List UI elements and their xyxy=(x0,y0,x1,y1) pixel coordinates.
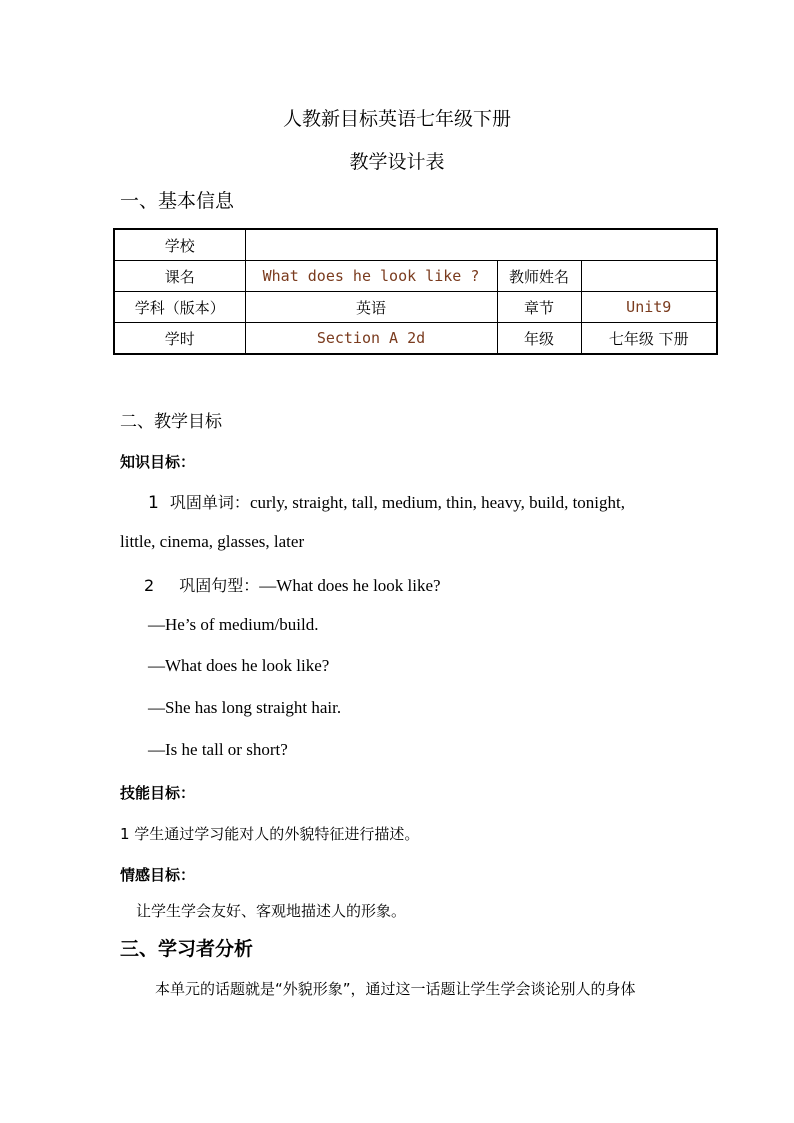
document-title: 人教新目标英语七年级下册 xyxy=(282,108,511,130)
section-heading-basic-info: 一、基本信息 xyxy=(120,190,235,212)
skill-objective-text: 1 学生通过学习能对人的外貌特征进行描述。 xyxy=(120,825,420,843)
table-row xyxy=(114,261,717,292)
table-cell-label: 学校 xyxy=(114,229,245,261)
sentence-pattern: —What does he look like? xyxy=(259,576,441,595)
table-cell-label: 教师姓名 xyxy=(497,261,581,292)
dialog-line: —Is he tall or short? xyxy=(148,740,288,759)
table-row xyxy=(114,323,717,355)
learner-analysis-text: 本单元的话题就是“外貌形象”，通过这一话题让学生学会谈论别人的身体 xyxy=(155,980,636,998)
document-subtitle: 教学设计表 xyxy=(349,151,445,173)
table-cell-label: 章节 xyxy=(497,292,581,323)
table-cell-value: 英语 xyxy=(245,292,497,323)
skill-objective-label: 技能目标： xyxy=(120,784,196,802)
item-prefix: 巩固单词： xyxy=(169,493,250,512)
emotion-objective-label: 情感目标： xyxy=(120,866,196,884)
table-cell-label: 学科（版本） xyxy=(114,292,245,323)
knowledge-objective-label: 知识目标： xyxy=(120,453,196,471)
table-cell-value: Section A 2d xyxy=(245,323,497,355)
knowledge-item-1 xyxy=(148,490,625,513)
item-prefix: 巩固句型： xyxy=(179,576,260,595)
table-cell-label: 年级 xyxy=(497,323,581,355)
table-row xyxy=(114,229,717,261)
table-cell-value: Unit9 xyxy=(581,292,717,323)
item-number: 1 xyxy=(148,493,159,513)
section-heading-objectives: 二、教学目标 xyxy=(120,412,222,432)
table-cell-value xyxy=(581,261,717,292)
table-cell-value: 七年级 下册 xyxy=(581,323,717,355)
dialog-line: —He’s of medium/build. xyxy=(148,615,319,634)
vocabulary-list: curly, straight, tall, medium, thin, heavy, build, tonight, xyxy=(249,493,625,512)
table-cell-label: 学时 xyxy=(114,323,245,355)
dialog-line: —What does he look like? xyxy=(148,656,330,675)
emotion-objective-text: 让学生学会友好、客观地描述人的形象。 xyxy=(136,902,407,920)
table-cell-label: 课名 xyxy=(114,261,245,292)
table-row xyxy=(114,292,717,323)
vocabulary-list-continued: little, cinema, glasses, later xyxy=(120,532,305,551)
section-heading-learner-analysis: 三、学习者分析 xyxy=(120,938,254,960)
knowledge-item-2 xyxy=(144,573,441,596)
table-cell-value xyxy=(245,229,717,261)
table-cell-value: What does he look like ? xyxy=(245,261,497,292)
basic-info-table xyxy=(113,228,718,355)
item-number: 2 xyxy=(144,576,155,595)
dialog-line: —She has long straight hair. xyxy=(148,698,342,717)
